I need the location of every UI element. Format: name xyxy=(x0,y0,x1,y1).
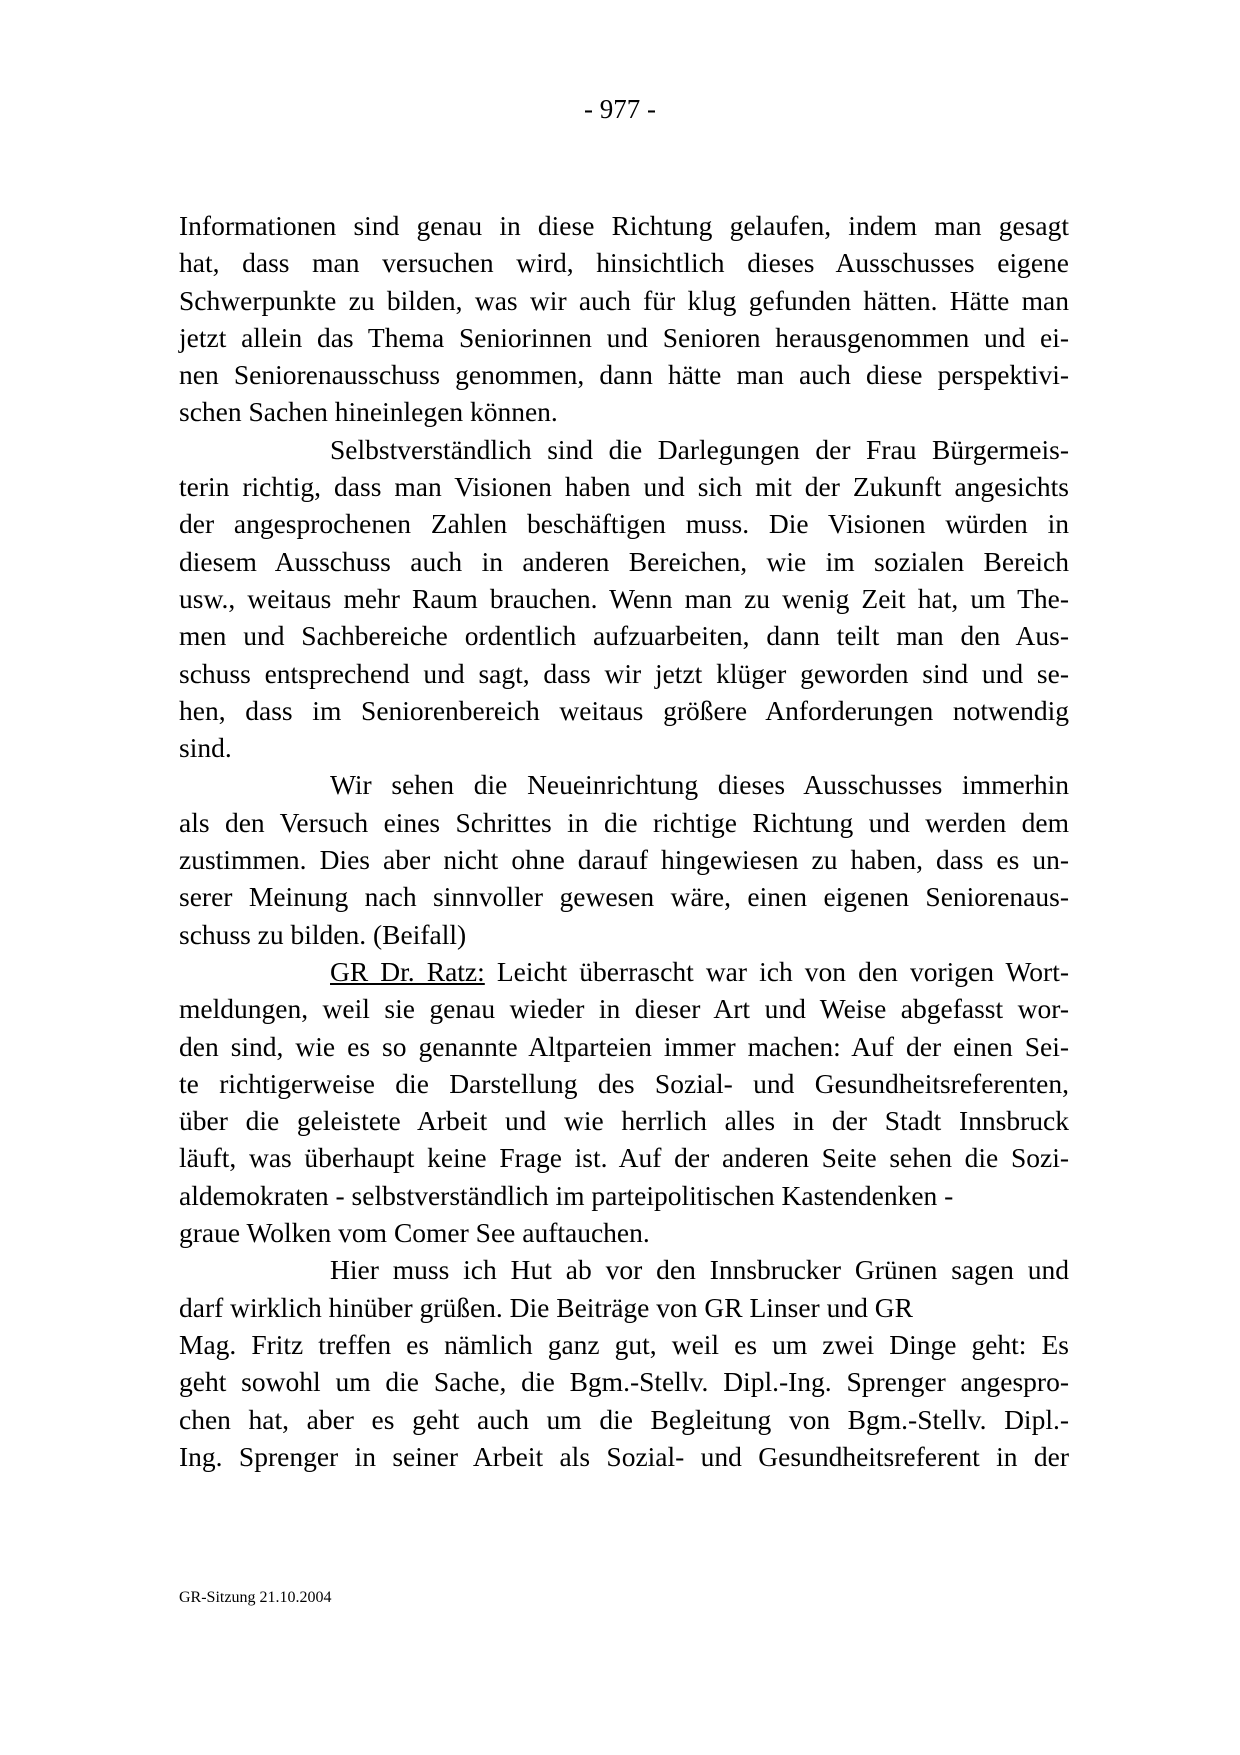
text-line: meldungen, weil sie genau wieder in dieser Art und Weise abgefasst wor- xyxy=(179,993,1069,1025)
text-line: terin richtig, dass man Visionen haben und sich mit der Zukunft angesichts xyxy=(179,471,1069,503)
text-line: darf wirklich hinüber grüßen. Die Beiträge von GR Linser und GR xyxy=(179,1291,913,1323)
text-line: geht sowohl um die Sache, die Bgm.-Stellv. Dipl.-Ing. Sprenger angespro- xyxy=(179,1366,1069,1398)
footer-session-label: GR-Sitzung 21.10.2004 xyxy=(179,1589,332,1606)
text-line: aldemokraten - selbstverständlich im parteipolitischen Kastendenken - xyxy=(179,1179,954,1211)
text-line: sind. xyxy=(179,732,232,764)
text-line: läuft, was überhaupt keine Frage ist. Auf der anderen Seite sehen die Sozi- xyxy=(179,1142,1069,1174)
text-line: diesem Ausschuss auch in anderen Bereichen, wie im sozialen Bereich xyxy=(179,545,1069,577)
text-line: serer Meinung nach sinnvoller gewesen wäre, einen eigenen Seniorenaus- xyxy=(179,881,1069,913)
text-line: graue Wolken vom Comer See auftauchen. xyxy=(179,1217,650,1249)
speaker-line xyxy=(179,953,1069,990)
text-line: men und Sachbereiche ordentlich aufzuarbeiten, dann teilt man den Aus- xyxy=(179,620,1069,652)
text-line: zustimmen. Dies aber nicht ohne darauf hingewiesen zu haben, dass es un- xyxy=(179,844,1069,876)
text-line: jetzt allein das Thema Seniorinnen und Senioren herausgenommen und ei- xyxy=(179,321,1069,353)
text-line: schen Sachen hineinlegen können. xyxy=(179,396,558,428)
text-line: Informationen sind genau in diese Richtung gelaufen, indem man gesagt xyxy=(179,210,1069,241)
text-line: nen Seniorenausschuss genommen, dann hätte man auch diese perspektivi- xyxy=(179,359,1069,391)
text-line: Ing. Sprenger in seiner Arbeit als Sozial- und Gesundheitsreferent in der xyxy=(179,1440,1069,1472)
paragraph-start-line: Hier muss ich Hut ab vor den Innsbrucker Grünen sagen und xyxy=(330,1254,1069,1286)
text-line: te richtigerweise die Darstellung des Sozial- und Gesundheitsreferenten, xyxy=(179,1067,1069,1099)
text-line: schuss entsprechend und sagt, dass wir jetzt klüger geworden sind und se- xyxy=(179,657,1069,689)
text-line: als den Versuch eines Schrittes in die richtige Richtung und werden dem xyxy=(179,806,1069,838)
text-line: hat, dass man versuchen wird, hinsichtlich dieses Ausschusses eigene xyxy=(179,247,1069,279)
text-line: Mag. Fritz treffen es nämlich ganz gut, weil es um zwei Dinge geht: Es xyxy=(179,1328,1069,1360)
text-line: über die geleistete Arbeit und wie herrlich alles in der Stadt Innsbruck xyxy=(179,1105,1069,1137)
document-body xyxy=(179,207,1069,1475)
text-line: schuss zu bilden. (Beifall) xyxy=(179,918,467,950)
text-line: usw., weitaus mehr Raum brauchen. Wenn man zu wenig Zeit hat, um The- xyxy=(179,582,1069,614)
text-line: Schwerpunkte zu bilden, was wir auch für klug gefunden hätten. Hätte man xyxy=(179,284,1069,316)
paragraph-start-line: Wir sehen die Neueinrichtung dieses Ausschusses immerhin xyxy=(330,769,1069,801)
text-line: hen, dass im Seniorenbereich weitaus größere Anforderungen notwendig xyxy=(179,694,1069,726)
text-line: den sind, wie es so genannte Altparteien immer machen: Auf der einen Sei- xyxy=(179,1030,1069,1062)
text-line: der angesprochenen Zahlen beschäftigen muss. Die Visionen würden in xyxy=(179,508,1069,540)
speaker-text: Leicht überrascht war ich von den vorigen Wort- xyxy=(484,955,1069,987)
speaker-label: GR Dr. Ratz: xyxy=(330,955,485,987)
text-line: chen hat, aber es geht auch um die Begleitung von Bgm.-Stellv. Dipl.- xyxy=(179,1403,1069,1435)
paragraph-start-line: Selbstverständlich sind die Darlegungen der Frau Bürgermeis- xyxy=(330,433,1069,465)
page-number: - 977 - xyxy=(584,94,656,124)
